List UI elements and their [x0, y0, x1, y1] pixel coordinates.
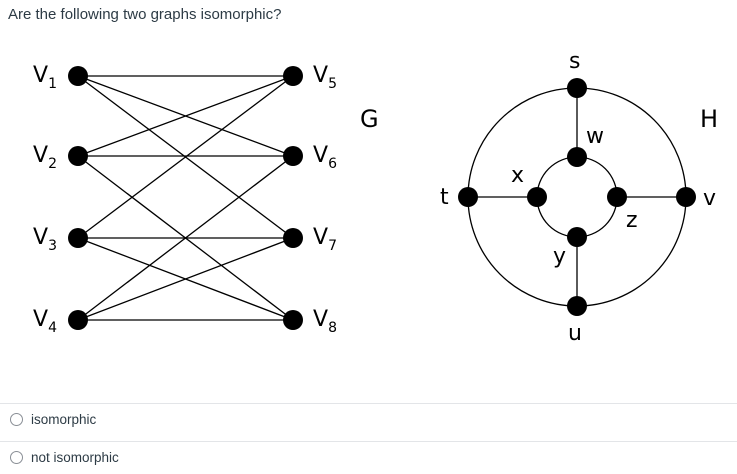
radio-not-isomorphic[interactable] — [10, 451, 23, 464]
label-v6: $V_6$ — [313, 143, 337, 172]
divider-middle — [0, 441, 737, 442]
label-u: u — [568, 321, 582, 346]
vertex-v8 — [283, 310, 303, 330]
vertex-v1 — [68, 66, 88, 86]
label-v1: $V_1$ — [33, 63, 57, 92]
graph-g-name: G — [360, 105, 379, 133]
vertex-z — [607, 187, 627, 207]
label-v3: $V_3$ — [33, 225, 57, 254]
vertex-x — [527, 187, 547, 207]
graph-g-labels — [33, 63, 379, 336]
divider-top — [0, 403, 737, 404]
graph-h-name: H — [700, 105, 719, 133]
label-v: v — [703, 186, 717, 211]
option-not-isomorphic-label: not isomorphic — [31, 450, 119, 465]
label-t: t — [440, 185, 449, 210]
label-w: w — [586, 124, 604, 149]
label-y: y — [553, 244, 567, 269]
radio-isomorphic[interactable] — [10, 413, 23, 426]
vertex-v2 — [68, 146, 88, 166]
vertex-w — [567, 147, 587, 167]
label-v5: $V_5$ — [313, 63, 337, 92]
option-not-isomorphic[interactable] — [10, 450, 119, 465]
graph-h-edges — [468, 88, 686, 306]
vertex-y — [567, 227, 587, 247]
label-v4: $V_4$ — [33, 307, 57, 336]
label-z: z — [626, 208, 638, 233]
vertex-s — [567, 78, 587, 98]
vertex-t — [458, 187, 478, 207]
vertex-v5 — [283, 66, 303, 86]
vertex-v7 — [283, 228, 303, 248]
vertex-v4 — [68, 310, 88, 330]
label-v8: $V_8$ — [313, 307, 337, 336]
inner-cycle — [537, 157, 617, 237]
vertex-u — [567, 296, 587, 316]
graph-g-edges — [78, 76, 293, 320]
label-v2: $V_2$ — [33, 143, 57, 172]
label-v7: $V_7$ — [313, 225, 337, 254]
question-text: Are the following two graphs isomorphic? — [8, 6, 282, 23]
graph-g-vertices — [68, 66, 303, 330]
vertex-v — [676, 187, 696, 207]
option-isomorphic[interactable] — [10, 412, 96, 427]
graphs-figure — [0, 30, 737, 370]
option-isomorphic-label: isomorphic — [31, 412, 97, 427]
label-x: x — [511, 163, 525, 188]
vertex-v6 — [283, 146, 303, 166]
vertex-v3 — [68, 228, 88, 248]
label-s: s — [569, 49, 581, 74]
